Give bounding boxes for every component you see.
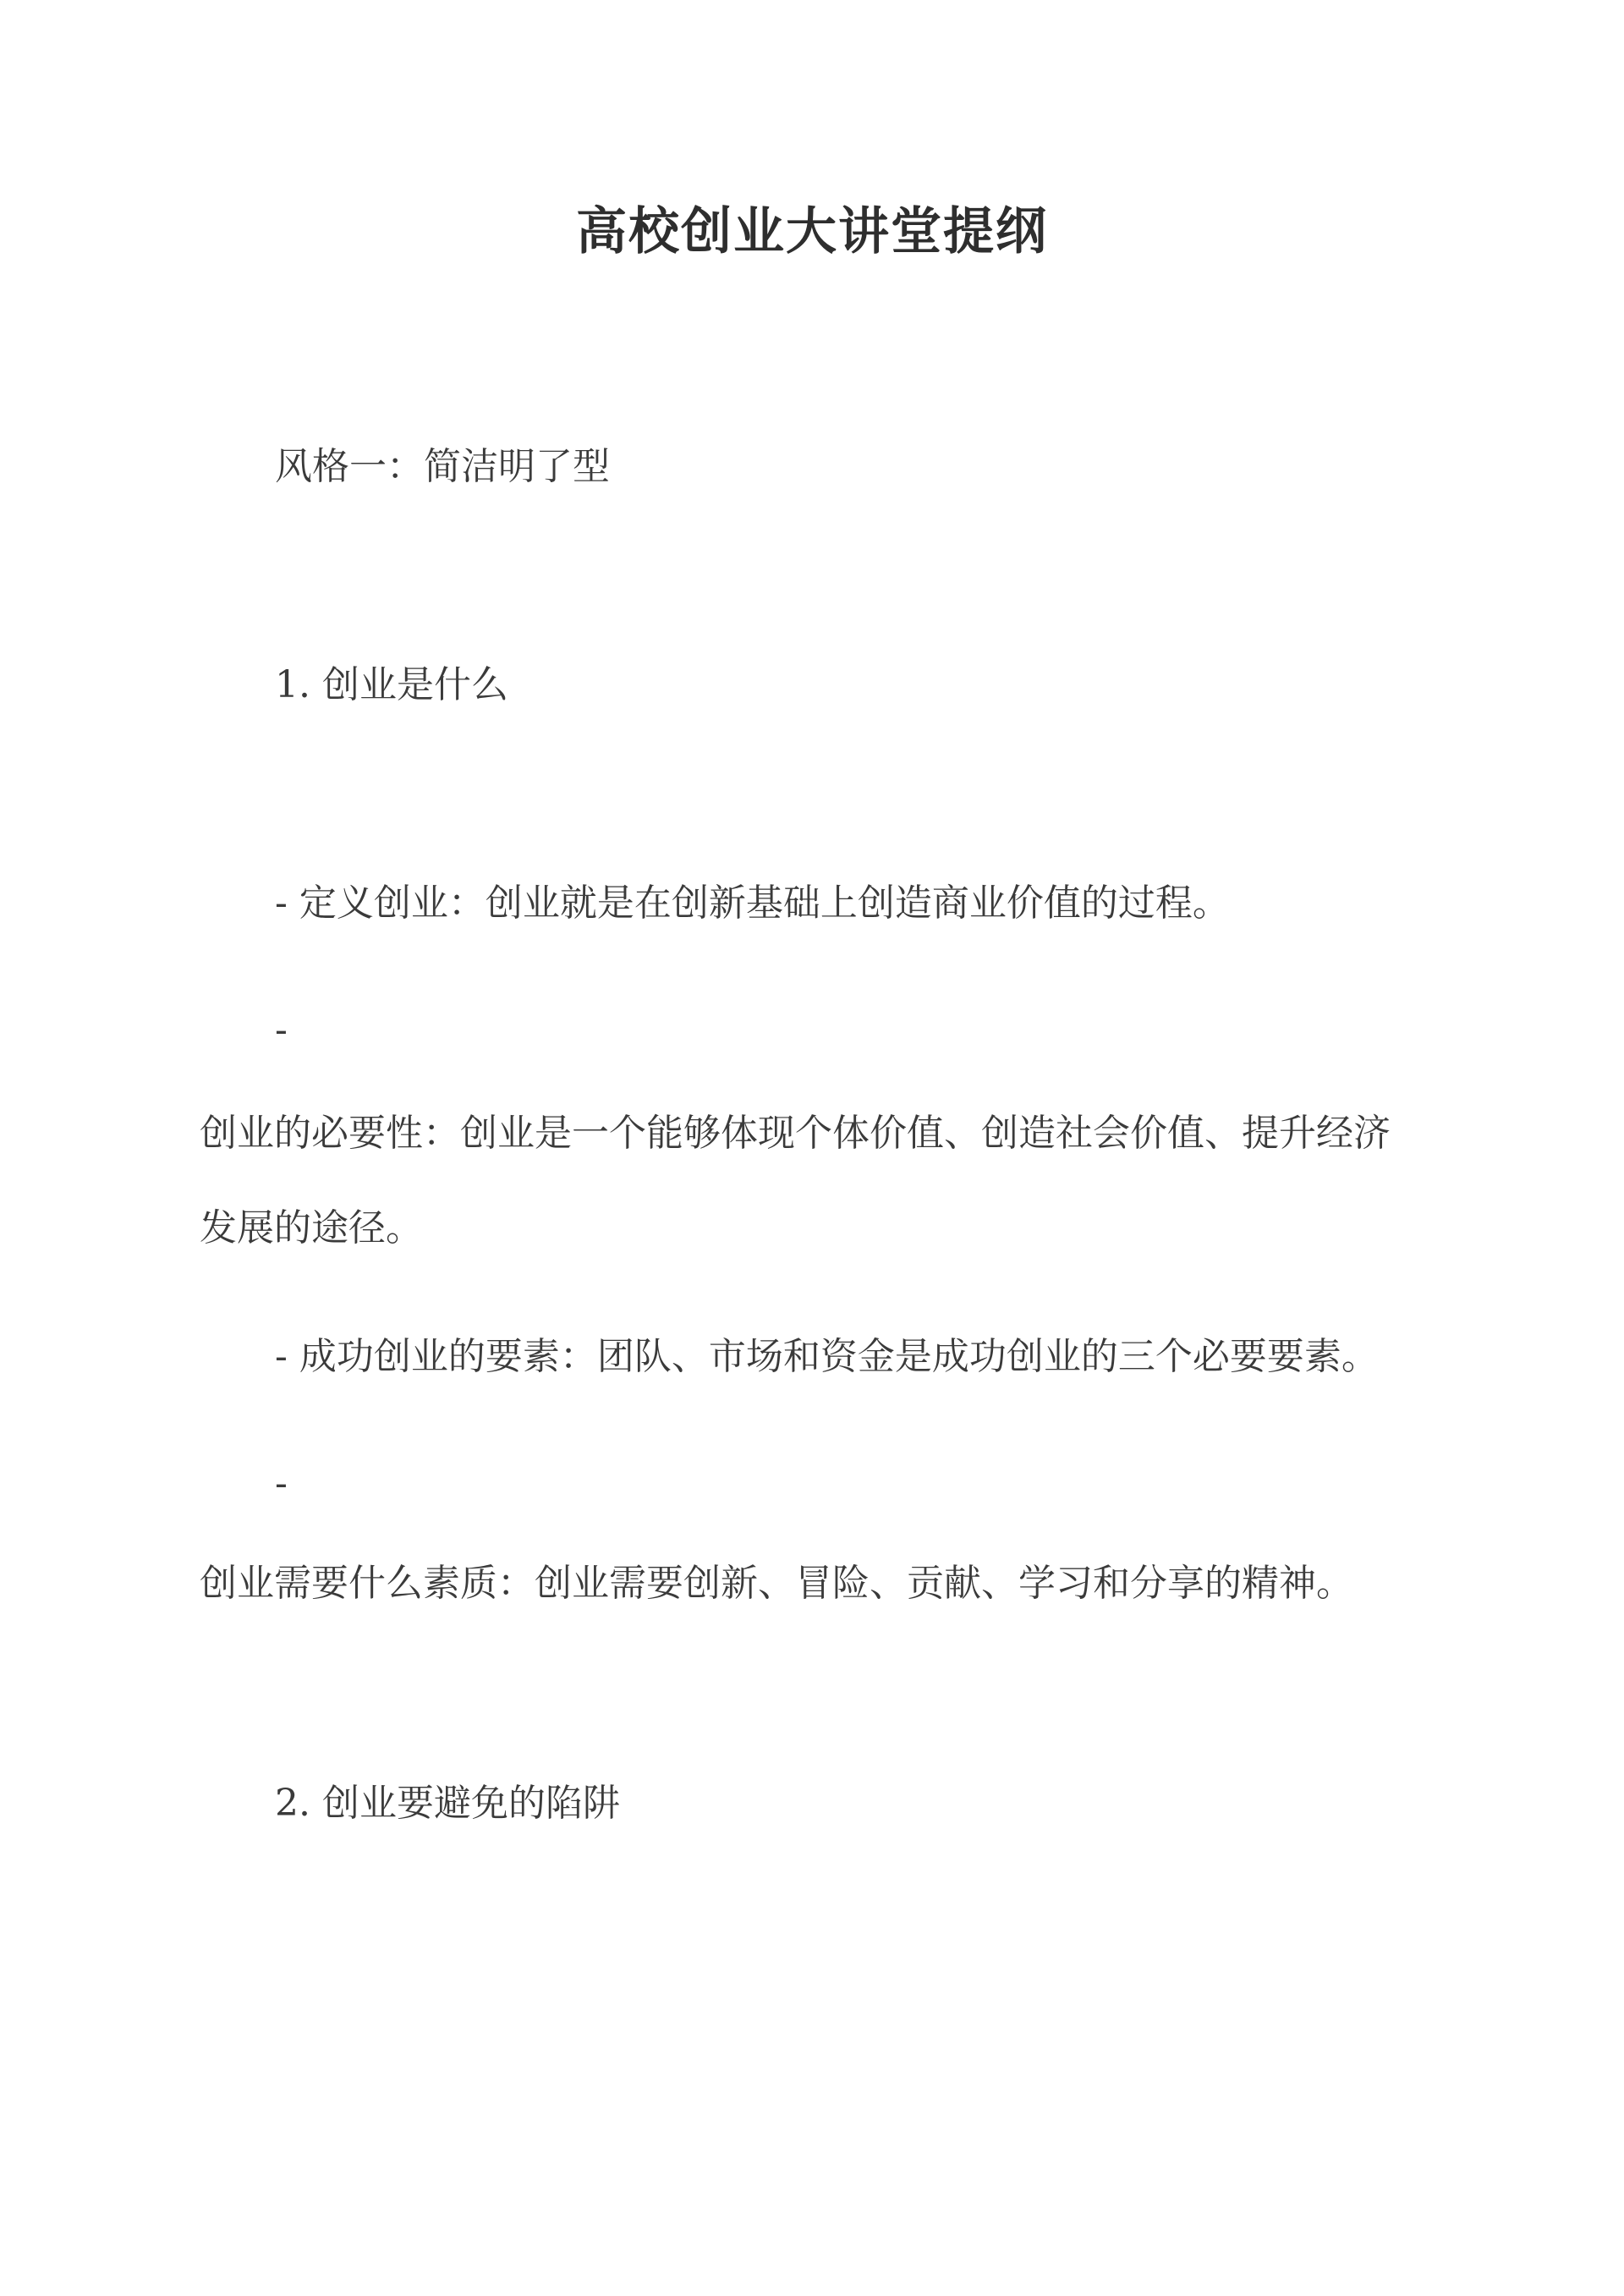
necessity-line-1: 创业的必要性：创业是一个能够体现个体价值、创造社会价值、提升经济: [200, 1112, 1391, 1155]
section-1-heading: 1. 创业是什么: [275, 663, 508, 706]
section-2-heading: 2. 创业要避免的陷阱: [275, 1782, 620, 1825]
style-heading: 风格一：简洁明了型: [275, 445, 610, 488]
bullet-dash: -: [275, 1008, 288, 1052]
bullet-dash: -: [275, 1462, 288, 1505]
bullet-definition: - 定义创业：创业就是在创新基础上创造商业价值的过程。: [275, 882, 1230, 925]
qualities-line: 创业需要什么素质：创业需要创新、冒险、贡献、学习和分享的精神。: [200, 1562, 1353, 1605]
necessity-line-2: 发展的途径。: [200, 1206, 423, 1250]
bullet-success-elements: - 成功创业的要素：团队、市场和资金是成功创业的三个必要要素。: [275, 1335, 1379, 1378]
document-title: 高校创业大讲堂提纲: [576, 202, 1048, 261]
